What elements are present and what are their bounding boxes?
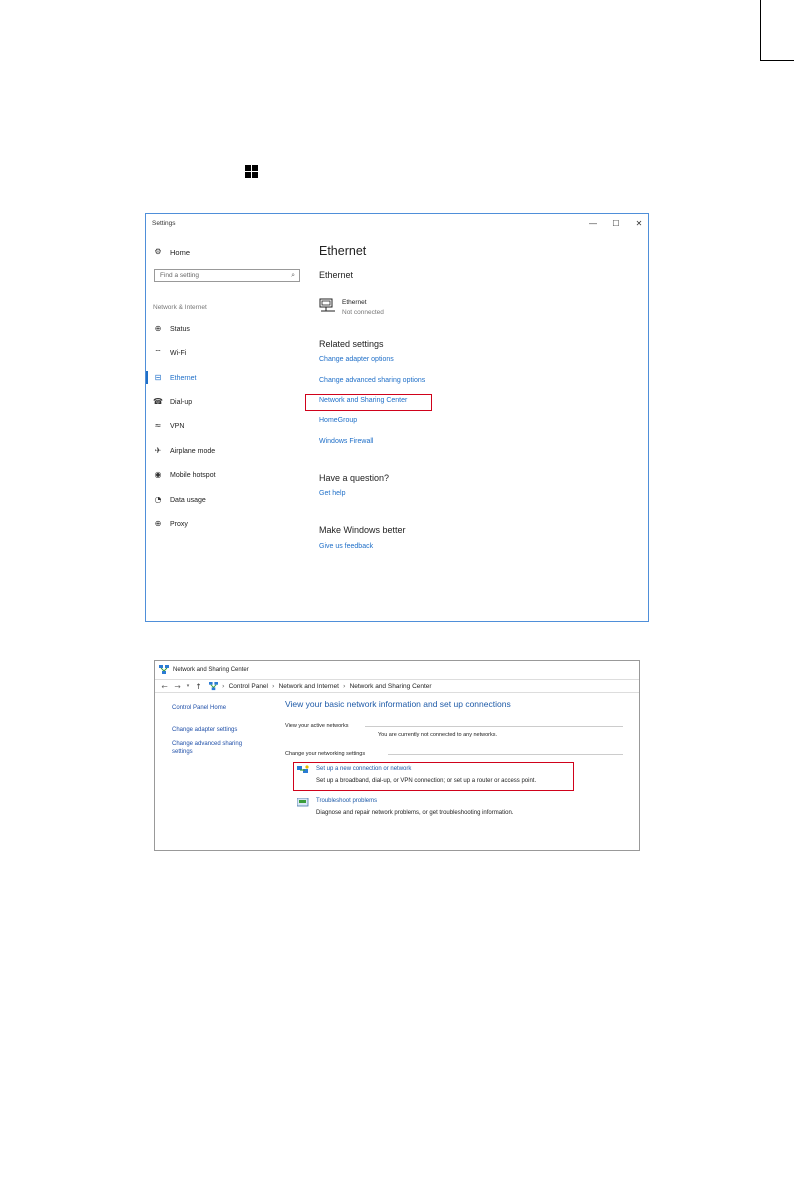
troubleshoot-link[interactable]: Troubleshoot problems — [316, 798, 378, 804]
forward-arrow-icon[interactable]: → — [174, 681, 181, 691]
vpn-icon: ≈ — [154, 421, 162, 430]
give-feedback-link[interactable]: Give us feedback — [319, 543, 374, 550]
crop-mark-horizontal — [761, 60, 794, 61]
troubleshoot-icon — [297, 798, 309, 808]
control-panel-home-link[interactable]: Control Panel Home — [172, 705, 227, 711]
maximize-button[interactable]: ☐ — [612, 219, 620, 228]
windows-firewall-link[interactable]: Windows Firewall — [319, 438, 374, 445]
sidebar-item-label: Mobile hotspot — [170, 471, 216, 479]
status-icon: ⊕ — [154, 324, 162, 333]
sidebar-item-label: Proxy — [170, 520, 188, 528]
proxy-icon: ⊕ — [154, 519, 162, 528]
feedback-heading: Make Windows better — [319, 525, 406, 535]
sidebar-item-wifi[interactable] — [153, 347, 303, 359]
change-settings-label: Change your networking settings — [285, 751, 366, 757]
windows-logo-icon — [245, 165, 258, 178]
home-nav-item[interactable] — [153, 246, 190, 258]
search-icon: ⌕ — [291, 271, 295, 279]
network-sharing-center-window — [154, 660, 640, 851]
recent-dropdown-icon[interactable]: ▾ — [186, 683, 190, 689]
home-label: Home — [170, 247, 191, 257]
sidebar-item-proxy[interactable] — [153, 518, 303, 530]
setup-connection-desc: Set up a broadband, dial-up, or VPN connection; or set up a router or access point. — [316, 778, 537, 784]
wifi-icon: ⌔ — [154, 348, 162, 357]
sidebar-item-vpn[interactable] — [153, 420, 303, 432]
window-title: Settings — [152, 220, 176, 227]
sidebar-item-label: Ethernet — [170, 374, 197, 382]
related-settings-heading: Related settings — [319, 339, 384, 349]
sidebar-item-label: VPN — [170, 422, 185, 430]
section-subheading: Ethernet — [319, 270, 354, 280]
active-indicator — [146, 371, 148, 384]
sidebar-item-data-usage[interactable] — [153, 494, 303, 506]
no-network-message: You are currently not connected to any networks. — [378, 732, 498, 738]
troubleshoot-desc: Diagnose and repair network problems, or get troubleshooting information. — [316, 810, 514, 816]
sidebar-item-dialup[interactable] — [153, 396, 303, 408]
minimize-button[interactable]: — — [589, 219, 597, 228]
adapter-name: Ethernet — [342, 299, 367, 306]
nsc-title-bar — [159, 665, 249, 675]
adapter-status: Not connected — [342, 309, 384, 316]
sidebar-item-label: Wi-Fi — [170, 349, 187, 357]
divider — [388, 754, 623, 755]
get-help-link[interactable]: Get help — [319, 490, 346, 497]
sidebar-item-label: Dial-up — [170, 398, 193, 406]
sidebar-item-label: Status — [170, 325, 190, 333]
ethernet-icon: ⊟ — [154, 373, 162, 382]
search-input[interactable] — [154, 269, 300, 282]
sidebar-item-ethernet[interactable] — [153, 372, 303, 384]
network-adapter-icon — [319, 298, 337, 312]
breadcrumb — [209, 682, 432, 691]
breadcrumb-separator-icon: › — [272, 682, 275, 690]
question-heading: Have a question? — [319, 473, 390, 483]
breadcrumb-separator-icon: › — [342, 682, 346, 690]
hotspot-icon: ◉ — [154, 470, 162, 479]
breadcrumb-network-icon — [209, 682, 218, 691]
data-usage-icon: ◔ — [154, 495, 162, 504]
change-adapter-options-link[interactable]: Change adapter options — [319, 356, 394, 363]
new-connection-icon — [297, 765, 309, 775]
airplane-icon: ✈ — [154, 446, 162, 455]
section-label: Network & Internet — [153, 304, 207, 311]
active-networks-label: View your active networks — [285, 723, 349, 729]
breadcrumb-control-panel[interactable]: Control Panel — [228, 682, 268, 690]
home-gear-icon: ⚙ — [154, 247, 162, 256]
network-center-icon — [159, 665, 169, 675]
network-sharing-center-link[interactable]: Network and Sharing Center — [319, 397, 408, 404]
ethernet-adapter[interactable] — [319, 298, 384, 318]
up-arrow-icon[interactable]: ↑ — [195, 681, 202, 691]
crop-mark-vertical — [760, 0, 761, 61]
sidebar-item-label: Airplane mode — [170, 447, 216, 455]
dialup-icon: ☎ — [153, 397, 163, 406]
breadcrumb-network-sharing[interactable]: Network and Sharing Center — [349, 682, 432, 690]
sidebar-item-label: Data usage — [170, 496, 206, 504]
settings-window — [145, 213, 649, 622]
page-title: Ethernet — [319, 244, 367, 258]
breadcrumb-separator-icon: › — [222, 682, 225, 690]
nsc-window-title: Network and Sharing Center — [173, 667, 249, 673]
sidebar-item-airplane-mode[interactable] — [153, 445, 303, 457]
sidebar-item-mobile-hotspot[interactable] — [153, 469, 303, 481]
change-advanced-sharing-link[interactable]: Change advanced sharing options — [319, 377, 426, 384]
change-adapter-settings-link[interactable]: Change adapter settings — [172, 727, 238, 733]
change-advanced-sharing-link-line2[interactable]: settings — [172, 749, 193, 755]
setup-connection-link[interactable]: Set up a new connection or network — [316, 766, 412, 772]
nsc-heading: View your basic network information and set up connections — [285, 699, 511, 709]
change-advanced-sharing-link[interactable]: Change advanced sharing — [172, 741, 243, 747]
homegroup-link[interactable]: HomeGroup — [319, 417, 358, 424]
breadcrumb-network-internet[interactable]: Network and Internet — [278, 682, 339, 690]
divider — [365, 726, 623, 727]
back-arrow-icon[interactable]: ← — [161, 681, 168, 691]
title-bar — [146, 214, 648, 236]
close-button[interactable]: ✕ — [635, 219, 643, 228]
address-bar — [155, 679, 639, 693]
sidebar-item-status[interactable] — [153, 323, 303, 335]
search-placeholder: Find a setting — [160, 272, 200, 279]
